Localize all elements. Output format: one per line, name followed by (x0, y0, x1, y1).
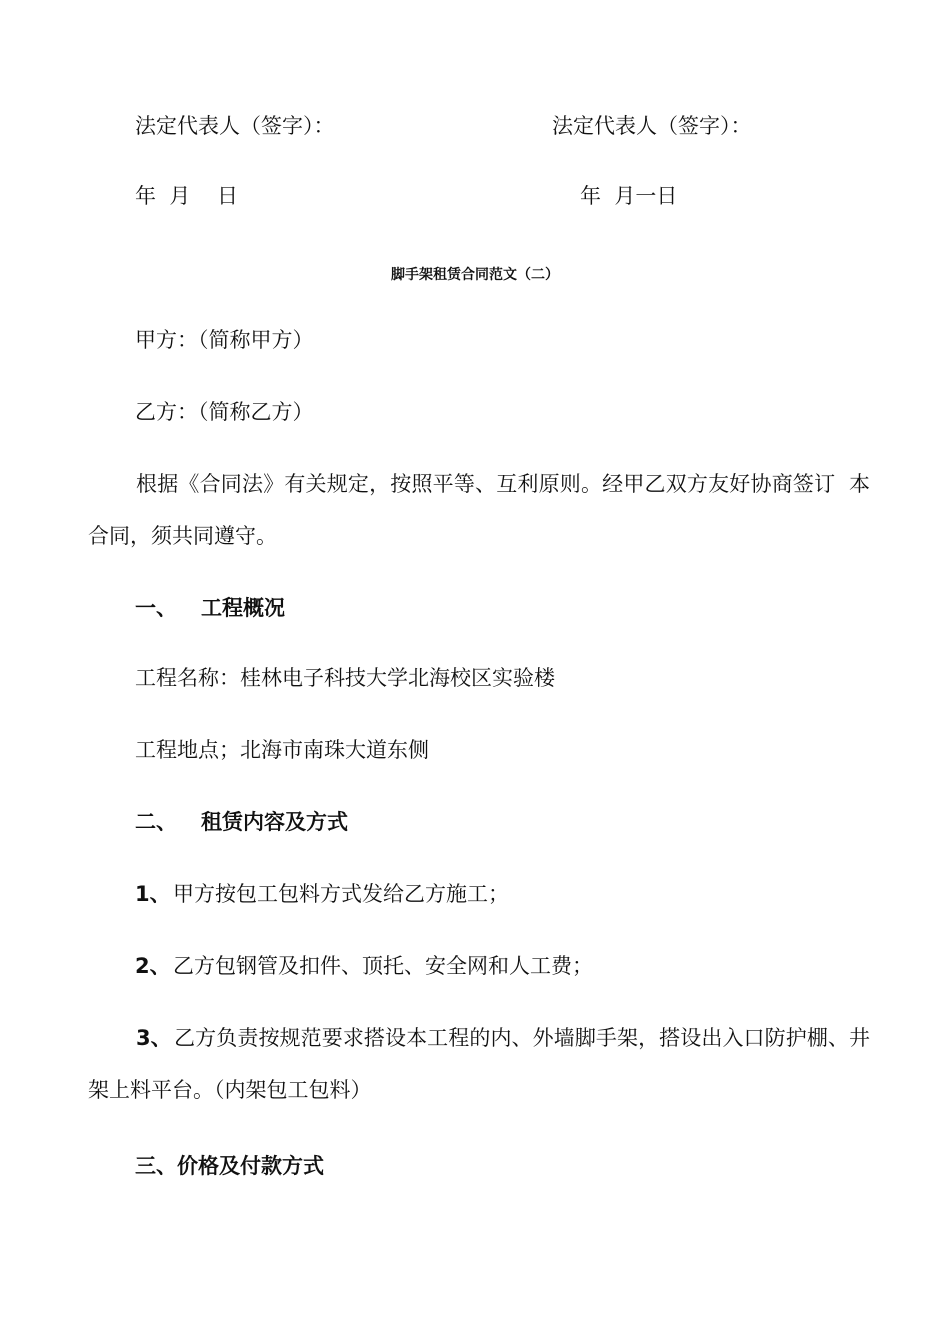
signature-right-label: 法定代表人（签字）： (552, 114, 752, 138)
item-number: 2、 (135, 954, 171, 978)
section-title: 租赁内容及方式 (201, 810, 348, 834)
list-item-1 (135, 880, 509, 908)
intro-paragraph: 根据《合同法》有关规定，按照平等、互利原则。经甲乙双方友好协商签订 本合同，须共同遵守。 (88, 472, 870, 548)
item-text: 乙方负责按规范要求搭设本工程的内、外墙脚手架，搭设出入口防护棚、井架上料平台。（内架包工包料） (88, 1026, 870, 1102)
section-title: 工程概况 (201, 596, 285, 620)
item-text: 甲方按包工包料方式发给乙方施工； (173, 882, 509, 906)
section-heading-3: 三、价格及付款方式 (135, 1154, 324, 1178)
document-title: 脚手架租赁合同范文（二） (391, 267, 559, 283)
item-number: 1、 (135, 882, 171, 906)
section-heading-1 (135, 594, 285, 622)
item-number: 3、 (136, 1026, 172, 1050)
project-name: 工程名称：桂林电子科技大学北海校区实验楼 (135, 666, 555, 690)
section-number: 二、 (135, 810, 177, 834)
list-item-3 (88, 1012, 870, 1116)
section-number: 一、 (135, 596, 177, 620)
party-a: 甲方：（简称甲方） (135, 328, 314, 352)
section-heading-2 (135, 808, 348, 836)
party-b: 乙方：（简称乙方） (135, 400, 314, 424)
signature-left-date: 年 月 日 (135, 184, 239, 208)
signature-right-date: 年 月一日 (580, 184, 678, 208)
project-location: 工程地点；北海市南珠大道东侧 (135, 738, 429, 762)
list-item-2 (135, 952, 593, 980)
item-text: 乙方包钢管及扣件、顶托、安全网和人工费； (173, 954, 593, 978)
signature-left-label: 法定代表人（签字）： (135, 114, 335, 138)
